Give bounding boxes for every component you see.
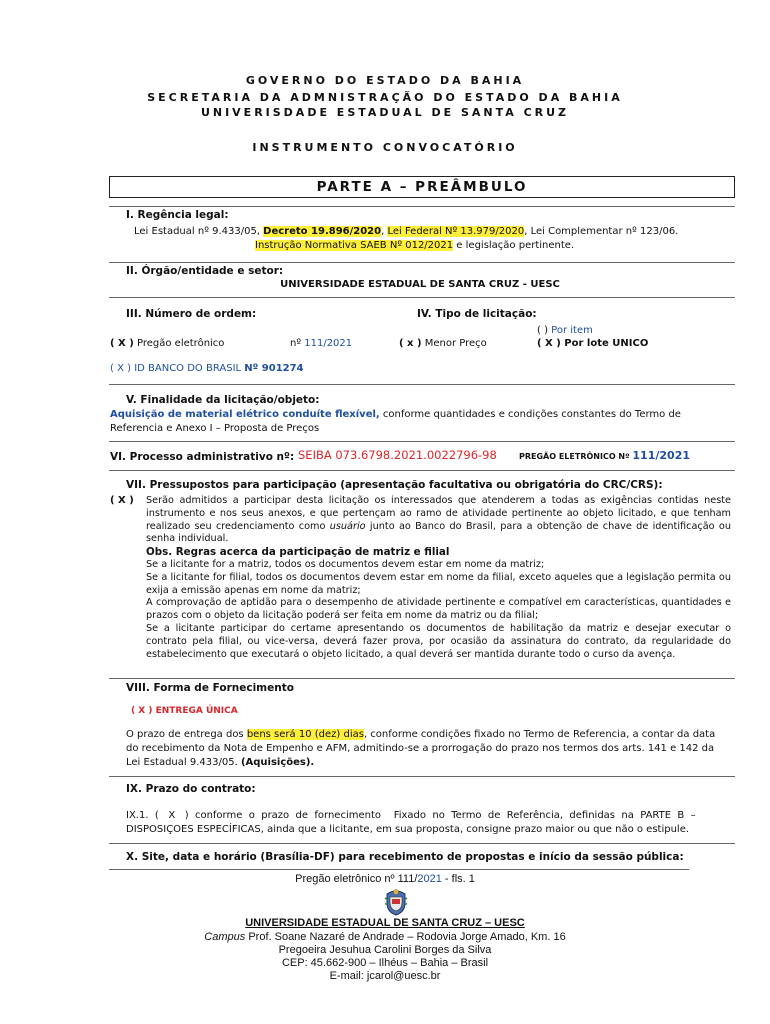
checkbox-mark: ( X ) — [110, 338, 134, 349]
order-number-value: 111/2021 — [304, 338, 353, 349]
section-1-title: I. Regência legal: — [126, 209, 229, 221]
organ-value: UNIVERSIDADE ESTADUAL DE SANTA CRUZ - UESC — [280, 279, 560, 290]
page-indicator — [0, 873, 770, 885]
document-subtitle: INSTRUMENTO CONVOCATÓRIO — [252, 141, 518, 154]
bank-id-value: Nº 901274 — [244, 363, 304, 374]
decree-ref: Decreto 19.896/2020 — [263, 226, 382, 237]
entrega-unica: ( X ) ENTREGA ÚNICA — [131, 706, 238, 716]
section-9-title: IX. Prazo do contrato: — [126, 783, 256, 795]
pregao-label: Pregão eletrônico — [133, 338, 225, 349]
pregao-number-value: 111/2021 — [632, 449, 691, 462]
rule-2: Se a licitante for filial, todos os documentos devem estar em nome da filial, exceto aqueles que a legislação permita ou exija a emissão apenas em nome da matriz; — [146, 571, 731, 596]
por-item-option — [537, 325, 593, 336]
pregoeira-name: Pregoeira Jesuhua Carolini Borges da Silva — [278, 944, 492, 956]
menor-preco-label: Menor Preço — [421, 338, 487, 349]
bank-id-label: ( X ) ID BANCO DO BRASIL — [110, 363, 245, 374]
part-title: PARTE A – PREÂMBULO — [316, 179, 528, 195]
campus-label: Campus — [204, 931, 246, 943]
por-lote-option — [537, 338, 648, 349]
page-indicator-prefix: Pregão eletrônico nº 111/ — [295, 873, 418, 885]
checkbox-mark: ( x ) — [399, 338, 422, 349]
object-description: Aquisição de material elétrico conduíte flexível, — [110, 409, 380, 420]
divider — [109, 869, 689, 870]
number-prefix: nº — [290, 338, 305, 349]
order-number — [290, 338, 352, 349]
complementary-law-ref: , Lei Complementar nº 123/06. — [524, 226, 679, 237]
section-1-text — [134, 225, 734, 253]
campus-text: Prof. Soane Nazaré de Andrade – Rodovia Jorge Amado, Km. 16 — [245, 931, 566, 943]
participation-text-b: junto ao Banco do Brasil, para a obtenção de chave de identificação ou senha individual. — [146, 520, 731, 545]
law-ref: Lei Estadual nº 9.433/05, — [134, 226, 264, 237]
campus-address — [0, 931, 770, 943]
rule-1: Se a licitante for a matriz, todos os documentos devem estar em nome da matriz; — [146, 558, 545, 570]
divider — [109, 297, 735, 298]
section-8-text — [126, 728, 716, 770]
section-7-mark: ( X ) — [110, 495, 134, 506]
divider — [109, 441, 735, 442]
instruction-ref: Instrução Normativa SAEB Nº 012/2021 — [255, 240, 454, 251]
section-10-title: X. Site, data e horário (Brasília-DF) para recebimento de propostas e início da sessão pública: — [126, 851, 684, 863]
divider — [109, 262, 735, 263]
section-7-title: VII. Pressupostos para participação (apresentação facultativa ou obrigatória do CRC/CRS): — [126, 479, 663, 491]
section-6-title: VI. Processo administrativo nº: — [110, 451, 295, 463]
page-indicator-suffix: - fls. 1 — [441, 873, 475, 885]
divider — [109, 678, 735, 679]
obs-title: Obs. Regras acerca da participação de matriz e filial — [146, 546, 450, 559]
divider — [109, 843, 735, 844]
participation-text-a: Serão admitidos a participar desta licitação os interessados que atenderem a todas as exigências contidas neste instrumento e nos seus anexos, e que pertençam ao ramo de atividade pertinente ao objeto licitado, e que tenham realizado seu credenciamento como — [146, 495, 731, 532]
section-4-title: IV. Tipo de licitação: — [417, 308, 537, 320]
pregao-number-label: PREGÃO ELETRÔNICO Nº — [519, 452, 633, 461]
delivery-deadline: bens será 10 (dez) dias — [246, 729, 364, 740]
checkbox-mark: ( X ) — [537, 338, 561, 349]
contract-term-line-1: IX.1. ( X ) conforme o prazo de fornecimento Fixado no Termo de Referência, definidas na PARTE B – — [126, 810, 696, 821]
participation-text — [146, 495, 731, 546]
por-item-label: Por item — [547, 325, 593, 336]
divider — [109, 776, 735, 777]
page-indicator-year: 2021 — [417, 873, 442, 885]
checkbox-mark: ( ) — [537, 325, 548, 336]
rule-3: A comprovação de aptidão para o desempenho de atividade pertinente e compatível em características, quantidades e prazos com o objeto da licitação poderá ser feita em nome da matriz ou da filial; — [146, 597, 731, 622]
delivery-text-b: , conforme condições fixado no Termo de Referencia, a contar da data do recebimento da Nota de Empenho e AFM, admitindo-se a prorrogação do prazo nos termos dos arts. 141 e 142 da Lei Estadual 9.433/05. — [126, 729, 716, 768]
section-5-text — [110, 408, 734, 436]
divider — [109, 384, 735, 385]
object-reference: Referencia e Anexo I – Proposta de Preços — [110, 423, 320, 434]
section-5-title: V. Finalidade da licitação/objeto: — [126, 394, 320, 406]
cep-line: CEP: 45.662-900 – Ilhéus – Bahia – Brasil — [281, 957, 489, 969]
header-line-3: UNIVERISDADE ESTADUAL DE SANTA CRUZ — [200, 106, 570, 119]
por-lote-label: Por lote UNICO — [560, 338, 649, 349]
section-8-title: VIII. Forma de Fornecimento — [126, 682, 294, 694]
section-2-title: II. Órgão/entidade e setor: — [126, 265, 284, 277]
section-7-body — [146, 495, 731, 661]
divider — [109, 470, 735, 471]
header-line-1: GOVERNO DO ESTADO DA BAHIA — [245, 74, 525, 87]
contract-term-line-2: DISPOSIÇOES ESPECÍFICAS, ainda que a licitante, em sua proposta, consigne prazo maior ou que não o estipule. — [126, 824, 690, 835]
separator: , — [381, 226, 388, 237]
process-number: SEIBA 073.6798.2021.0022796-98 — [298, 448, 497, 462]
pregao-number-line — [519, 449, 690, 462]
bank-id-line — [110, 363, 304, 374]
usuario-term: usuário — [329, 520, 366, 532]
university-name: UNIVERSIDADE ESTADUAL DE SANTA CRUZ – UESC — [245, 917, 525, 929]
part-title-box — [109, 176, 735, 198]
pregao-option — [110, 338, 224, 349]
delivery-text-a: O prazo de entrega dos — [126, 729, 247, 740]
coat-of-arms-icon — [383, 888, 409, 916]
divider — [109, 206, 735, 207]
menor-preco-option — [399, 338, 487, 349]
federal-law-ref: Lei Federal Nº 13.979/2020 — [387, 226, 525, 237]
aquisicoes-label: (Aquisições). — [240, 757, 315, 768]
object-conditions: conforme quantidades e condições constantes do Termo de — [379, 409, 681, 420]
legislation-text: e legislação pertinente. — [453, 240, 575, 251]
rule-4: Se a licitante participar do certame apresentando os documentos de habilitação da matriz e desejar executar o contrato pela filial, ou vice-versa, deverá fazer prova, por ocasião da assinatura do contrato, da regularidade do estabelecimento que executará o objeto licitado, a qual deverá ser mantida durante todo o curso da avença. — [146, 622, 731, 660]
header-line-2: SECRETARIA DA ADMNISTRAÇÃO DO ESTADO DA BAHIA — [147, 91, 623, 104]
email-line: E-mail: jcarol@uesc.br — [329, 970, 441, 982]
section-3-title: III. Número de ordem: — [126, 308, 257, 320]
section-9-text — [126, 809, 746, 837]
